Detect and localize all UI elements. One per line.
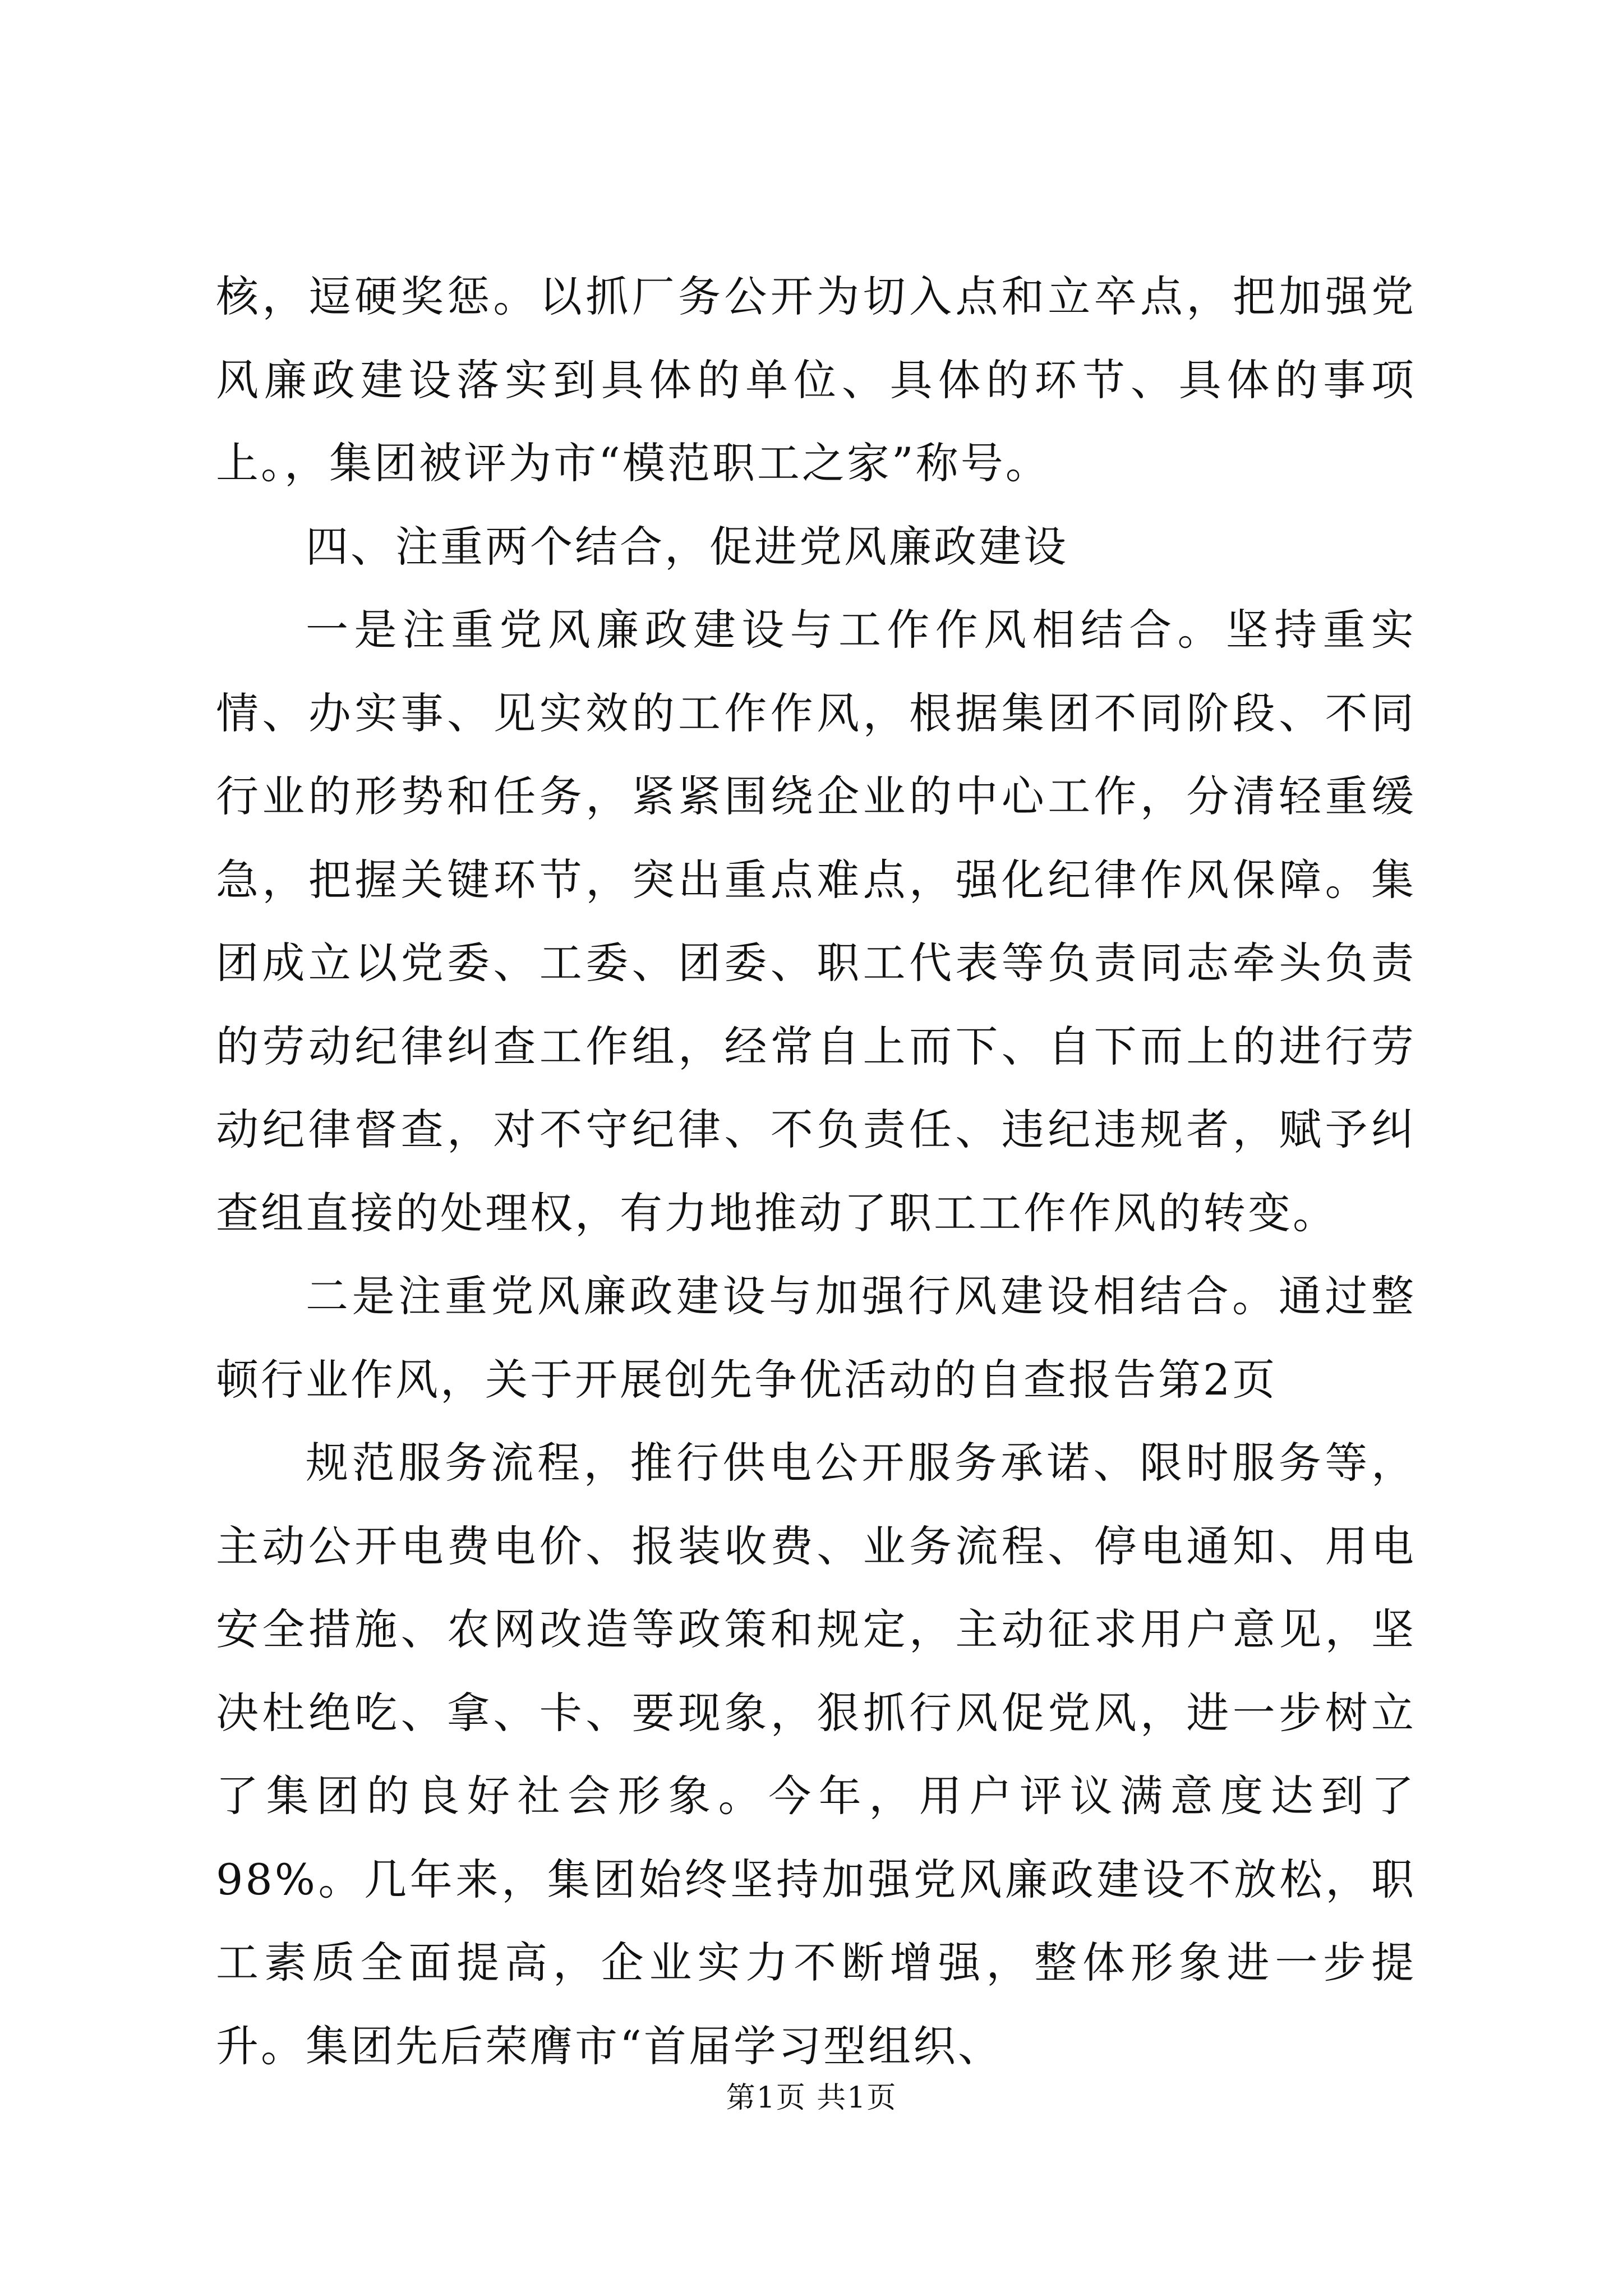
page-footer: 第1页 共1页	[726, 2081, 897, 2115]
paragraph-3: 一是注重党风廉政建设与工作作风相结合。坚持重实情、办实事、见实效的工作作风，根据集团不同阶段、不同行业的形势和任务，紧紧围绕企业的中心工作，分清轻重缓急，把握关键环节，突出重点难点，强化纪律作风保障。集团成立以党委、工委、团委、职工代表等负责同志牵头负责的劳动纪律纠查工作组，经常自上而下、自下而上的进行劳动纪律督查，对不守纪律、不负责任、违纪违规者，赋予纠查组直接的处理权，有力地推动了职工工作作风的转变。	[216, 605, 1416, 1238]
paragraph-5: 规范服务流程，推行供电公开服务承诺、限时服务等，主动公开电费电价、报装收费、业务流程、停电通知、用电安全措施、农网改造等政策和规定，主动征求用户意见，坚决杜绝吃、拿、卡、要现象，狠抓行风促党风，进一步树立了集团的良好社会形象。今年，用户评议满意度达到了98%。几年来，集团始终坚持加强党风廉政建设不放松，职工素质全面提高，企业实力不断增强，整体形象进一步提升。集团先后荣膺市“首届学习型组织、	[216, 1438, 1416, 2071]
paragraph-4: 二是注重党风廉政建设与加强行风建设相结合。通过整顿行业作风，关于开展创先争优活动的自查报告第2页	[216, 1271, 1416, 1405]
section-heading-4: 四、注重两个结合，促进党风廉政建设	[306, 521, 1068, 572]
document-body	[216, 255, 1416, 2088]
paragraph-1: 核，逗硬奖惩。以抓厂务公开为切入点和立卒点，把加强党风廉政建设落实到具体的单位、具体的环节、具体的事项上。，集团被评为市“模范职工之家”称号。	[216, 272, 1416, 488]
